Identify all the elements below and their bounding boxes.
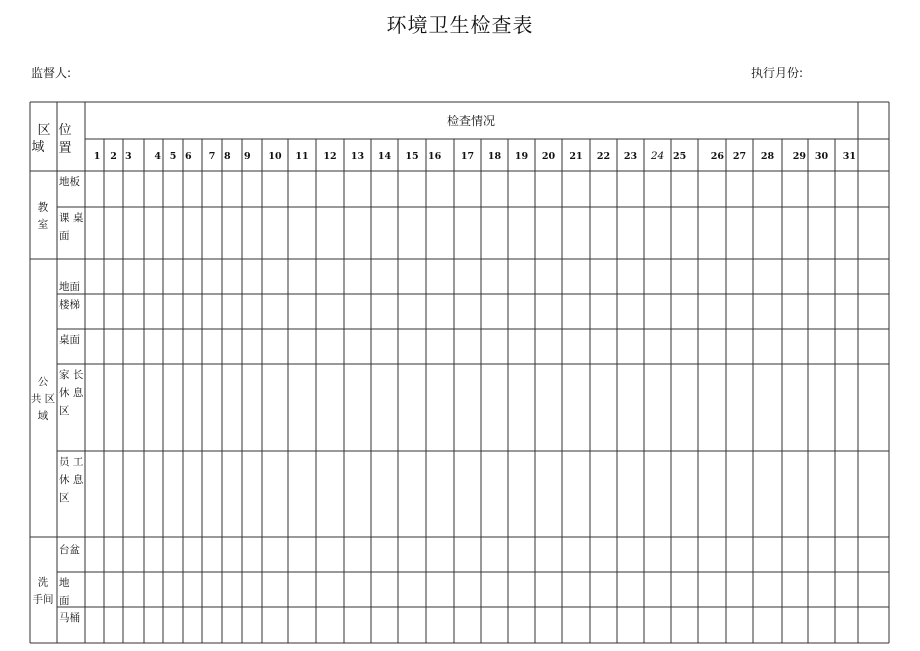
day-number-12: 12 [323, 151, 337, 162]
day-number-17: 17 [460, 151, 475, 162]
day-number-20: 20 [541, 151, 556, 162]
page-title: 环境卫生检查表 [386, 13, 534, 37]
position-label-5: 桌面 [59, 334, 80, 346]
position-label-9: 地 [59, 577, 70, 589]
area-header-label: 域 [31, 140, 45, 155]
table-grid [30, 102, 889, 643]
table-labels [31, 113, 856, 624]
day-number-16: 16 [428, 151, 442, 162]
day-number-11: 11 [295, 151, 309, 162]
area-label-1: 室 [37, 218, 49, 231]
day-number-3: 3 [125, 151, 132, 162]
position-label-3: 地面 [59, 281, 80, 293]
day-number-7: 7 [208, 151, 216, 162]
day-number-2: 2 [110, 151, 117, 162]
position-label-6: 区 [59, 405, 70, 417]
area-label-1: 教 [37, 201, 49, 214]
position-label-7: 区 [59, 492, 70, 504]
position-header-label: 置 [58, 141, 72, 156]
day-number-31: 31 [842, 151, 856, 162]
day-number-30: 30 [814, 151, 829, 162]
day-number-6: 6 [185, 151, 192, 162]
day-number-18: 18 [487, 151, 502, 162]
day-number-25: 25 [673, 151, 687, 162]
execution-month-label: 执行月份: [751, 66, 804, 80]
day-number-14: 14 [377, 151, 392, 162]
area-label-2: 共 区 [30, 393, 56, 405]
day-number-26: 26 [710, 151, 724, 162]
day-number-15: 15 [405, 151, 419, 162]
position-label-6: 家 长 [59, 369, 84, 381]
day-number-29: 29 [792, 151, 806, 162]
position-label-10: 马桶 [59, 612, 80, 624]
area-label-3: 洗 [37, 576, 49, 589]
area-label-2: 域 [37, 410, 49, 422]
day-number-28: 28 [760, 151, 775, 162]
day-number-21: 21 [569, 151, 583, 162]
position-label-4: 楼梯 [59, 299, 80, 311]
area-header-label: 区 [37, 123, 51, 138]
day-number-4: 4 [154, 151, 161, 162]
day-number-10: 10 [268, 151, 282, 162]
area-label-2: 公 [37, 376, 49, 388]
position-header-label: 位 [58, 123, 72, 138]
day-number-22: 22 [596, 151, 611, 162]
position-label-6: 休 息 [59, 387, 84, 399]
day-number-19: 19 [514, 151, 529, 162]
position-label-8: 台盆 [59, 544, 80, 556]
position-label-7: 员 工 [59, 456, 84, 468]
day-number-8: 8 [224, 151, 231, 162]
position-label-2: 课 桌 [59, 212, 84, 224]
day-number-23: 23 [623, 151, 638, 162]
position-label-7: 休 息 [59, 474, 84, 486]
position-label-9: 面 [59, 595, 70, 607]
day-number-1: 1 [93, 151, 101, 162]
position-label-2: 面 [59, 230, 70, 242]
day-number-5: 5 [169, 151, 177, 162]
position-label-1: 地板 [59, 176, 80, 188]
area-label-3: 手间 [32, 593, 54, 606]
day-number-13: 13 [350, 151, 365, 162]
day-number-9: 9 [244, 151, 251, 162]
day-number-27: 27 [732, 151, 747, 162]
day-number-24: 24 [650, 150, 665, 162]
supervisor-label: 监督人: [31, 66, 72, 80]
check-status-header: 检查情况 [446, 114, 496, 128]
